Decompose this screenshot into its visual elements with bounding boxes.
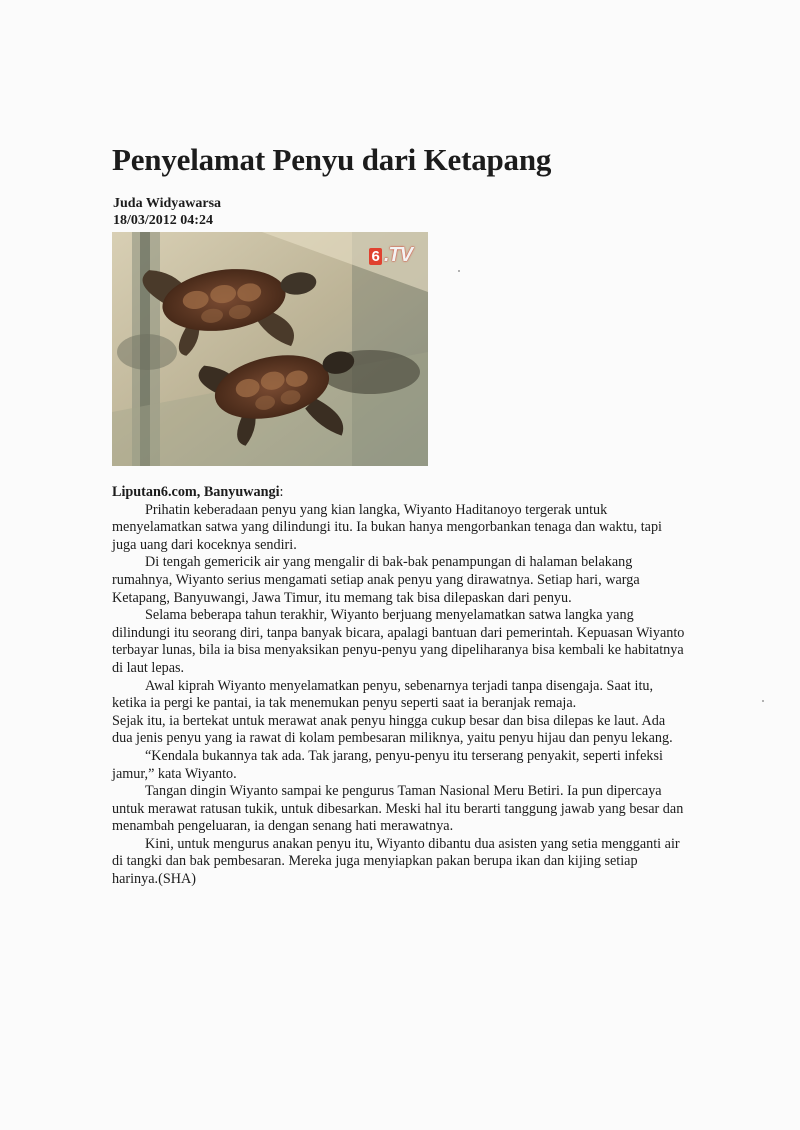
source-label xyxy=(112,484,687,502)
paragraph: Prihatin keberadaan penyu yang kian langka, Wiyanto Haditanoyo tergerak untuk menyelamatkan satwa yang dilindungi itu. Ia bukan hanya mengorbankan tenaga dan waktu, tapi juga uang dari koceknya sendiri. xyxy=(112,501,662,553)
source-name: Liputan6.com, Banyuwangi xyxy=(112,484,280,500)
paragraph: Di tengah gemericik air yang mengalir di bak-bak penampungan di halaman belakang rumahnya, Wiyanto serius mengamati setiap anak penyu yang dirawatnya. Setiap hari, warga Ketapang, Banyuwangi, Jawa Timur, itu memang tak bisa dilepaskan dari penyu. xyxy=(112,554,640,606)
article-title: Penyelamat Penyu dari Ketapang xyxy=(112,142,552,177)
paragraph: Selama beberapa tahun terakhir, Wiyanto berjuang menyelamatkan satwa langka yang dilindungi itu seorang diri, tanpa banyak bicara, apalagi bantuan dari pemerintah. Kepuasan Wiyanto terbayar lunas, bila ia bisa menyaksikan penyu-penyu yang dipeliharanya bisa kembali ke habitatnya di laut lepas. xyxy=(112,607,685,676)
paragraph: Awal kiprah Wiyanto menyelamatkan penyu, sebenarnya terjadi tanpa disengaja. Saat itu, ketika ia pergi ke pantai, ia tak menemukan penyu seperti saat ia beranjak remaja. xyxy=(112,677,654,712)
paragraph: Kini, untuk mengurus anakan penyu itu, Wiyanto dibantu dua asisten yang setia mengganti air di tangki dan bak pembesaran. Mereka juga menyiapkan pakan berupa ikan dan kijing setiap harinya.(SHA) xyxy=(112,835,680,888)
turtle-photo-illustration xyxy=(112,232,428,466)
publish-datetime: 18/03/2012 04:24 xyxy=(113,213,213,228)
author-name: Juda Widyawarsa xyxy=(113,196,222,211)
tv-watermark-logo xyxy=(369,244,412,267)
source-colon: : xyxy=(279,484,284,500)
byline xyxy=(113,195,221,229)
tv-logo-badge: 6 xyxy=(369,248,382,265)
paragraph: Tangan dingin Wiyanto sampai ke pengurus Taman Nasional Meru Betiri. Ia pun dipercaya untuk merawat ratusan tukik, untuk dibesarkan. Meski hal itu berarti tanggung jawab yang besar dan menambah pengeluaran, ia dengan senang hati merawatnya. xyxy=(112,783,684,835)
article-body xyxy=(112,484,687,889)
tv-logo-text: .TV xyxy=(383,244,412,266)
paragraph: Sejak itu, ia bertekat untuk merawat anak penyu hingga cukup besar dan bisa dilepas ke laut. Ada dua jenis penyu yang ia rawat di kolam pembesaran miliknya, yaitu penyu hijau dan penyu lekang. xyxy=(112,712,673,747)
scan-speck xyxy=(458,270,460,272)
paragraph: “Kendala bukannya tak ada. Tak jarang, penyu-penyu itu terserang penyakit, seperti infeksi jamur,” kata Wiyanto. xyxy=(112,747,663,782)
turtle-photo xyxy=(112,232,428,466)
scan-speck xyxy=(762,700,764,702)
